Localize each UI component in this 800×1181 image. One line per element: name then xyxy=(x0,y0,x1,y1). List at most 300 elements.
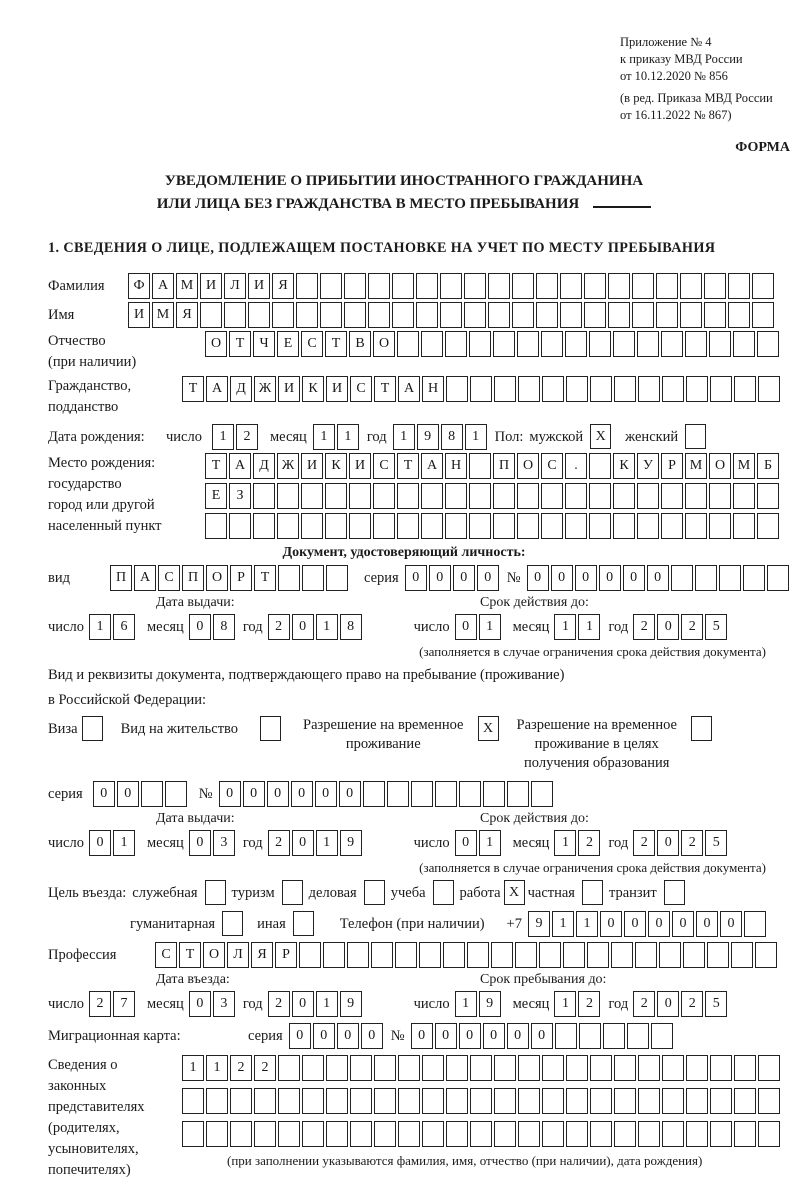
char-cell[interactable] xyxy=(531,781,553,807)
char-cell[interactable] xyxy=(278,1088,300,1114)
char-cell[interactable] xyxy=(398,1121,420,1147)
char-cell[interactable]: Ч xyxy=(253,331,275,357)
char-cell[interactable]: 0 xyxy=(189,614,211,640)
char-cell[interactable] xyxy=(422,1055,444,1081)
char-cell[interactable] xyxy=(613,483,635,509)
purpose-tourism-checkbox[interactable] xyxy=(282,880,303,905)
char-cell[interactable]: 0 xyxy=(551,565,573,591)
char-cell[interactable]: 0 xyxy=(531,1023,553,1049)
char-cell[interactable]: 0 xyxy=(453,565,475,591)
char-cell[interactable]: В xyxy=(349,331,371,357)
char-cell[interactable] xyxy=(589,513,611,539)
char-cell[interactable]: 0 xyxy=(648,911,670,937)
char-cell[interactable] xyxy=(603,1023,625,1049)
char-cell[interactable] xyxy=(632,302,654,328)
char-cell[interactable]: И xyxy=(128,302,150,328)
char-cell[interactable]: Ж xyxy=(277,453,299,479)
char-cell[interactable] xyxy=(710,1055,732,1081)
char-cell[interactable]: 1 xyxy=(554,830,576,856)
visa-checkbox[interactable] xyxy=(82,716,103,741)
char-cell[interactable] xyxy=(206,1088,228,1114)
char-cell[interactable]: 1 xyxy=(313,424,335,450)
char-cell[interactable]: С xyxy=(541,453,563,479)
char-cell[interactable] xyxy=(719,565,741,591)
char-cell[interactable] xyxy=(205,513,227,539)
char-cell[interactable] xyxy=(734,1088,756,1114)
char-cell[interactable] xyxy=(326,565,348,591)
char-cell[interactable] xyxy=(662,1088,684,1114)
char-cell[interactable] xyxy=(493,513,515,539)
char-cell[interactable] xyxy=(517,483,539,509)
char-cell[interactable]: 9 xyxy=(479,991,501,1017)
char-cell[interactable] xyxy=(445,483,467,509)
char-cell[interactable]: 2 xyxy=(236,424,258,450)
char-cell[interactable] xyxy=(277,483,299,509)
purpose-work-checkbox[interactable]: X xyxy=(504,880,525,905)
char-cell[interactable] xyxy=(494,1121,516,1147)
char-cell[interactable]: К xyxy=(613,453,635,479)
char-cell[interactable]: 1 xyxy=(206,1055,228,1081)
char-cell[interactable]: 0 xyxy=(459,1023,481,1049)
char-cell[interactable] xyxy=(584,302,606,328)
purpose-business-checkbox[interactable] xyxy=(364,880,385,905)
char-cell[interactable] xyxy=(515,942,537,968)
gender-male-checkbox[interactable]: X xyxy=(590,424,611,449)
char-cell[interactable]: 7 xyxy=(113,991,135,1017)
char-cell[interactable]: 1 xyxy=(316,830,338,856)
char-cell[interactable]: И xyxy=(278,376,300,402)
char-cell[interactable]: А xyxy=(421,453,443,479)
char-cell[interactable]: 0 xyxy=(600,911,622,937)
char-cell[interactable] xyxy=(686,1121,708,1147)
char-cell[interactable] xyxy=(302,1088,324,1114)
char-cell[interactable] xyxy=(397,483,419,509)
char-cell[interactable] xyxy=(464,273,486,299)
char-cell[interactable] xyxy=(563,942,585,968)
char-cell[interactable] xyxy=(662,1055,684,1081)
char-cell[interactable] xyxy=(733,513,755,539)
char-cell[interactable]: 0 xyxy=(657,614,679,640)
char-cell[interactable]: Л xyxy=(227,942,249,968)
char-cell[interactable]: Я xyxy=(272,273,294,299)
char-cell[interactable] xyxy=(614,1088,636,1114)
char-cell[interactable] xyxy=(299,942,321,968)
char-cell[interactable] xyxy=(272,302,294,328)
char-cell[interactable] xyxy=(614,1055,636,1081)
char-cell[interactable]: 0 xyxy=(657,830,679,856)
char-cell[interactable]: 0 xyxy=(575,565,597,591)
char-cell[interactable] xyxy=(483,781,505,807)
char-cell[interactable]: Т xyxy=(182,376,204,402)
char-cell[interactable] xyxy=(565,483,587,509)
char-cell[interactable]: 0 xyxy=(672,911,694,937)
char-cell[interactable] xyxy=(635,942,657,968)
char-cell[interactable]: И xyxy=(326,376,348,402)
char-cell[interactable]: И xyxy=(301,453,323,479)
char-cell[interactable]: 2 xyxy=(681,830,703,856)
char-cell[interactable]: 5 xyxy=(705,991,727,1017)
char-cell[interactable]: 8 xyxy=(213,614,235,640)
char-cell[interactable] xyxy=(686,1088,708,1114)
char-cell[interactable] xyxy=(710,1088,732,1114)
char-cell[interactable]: С xyxy=(373,453,395,479)
char-cell[interactable]: П xyxy=(493,453,515,479)
char-cell[interactable] xyxy=(743,565,765,591)
char-cell[interactable] xyxy=(627,1023,649,1049)
char-cell[interactable] xyxy=(494,1088,516,1114)
char-cell[interactable]: И xyxy=(200,273,222,299)
char-cell[interactable] xyxy=(758,376,780,402)
char-cell[interactable] xyxy=(704,302,726,328)
char-cell[interactable] xyxy=(589,483,611,509)
purpose-study-checkbox[interactable] xyxy=(433,880,454,905)
char-cell[interactable] xyxy=(637,331,659,357)
char-cell[interactable]: У xyxy=(637,453,659,479)
char-cell[interactable] xyxy=(542,1088,564,1114)
char-cell[interactable] xyxy=(350,1055,372,1081)
char-cell[interactable]: А xyxy=(152,273,174,299)
char-cell[interactable] xyxy=(728,302,750,328)
char-cell[interactable] xyxy=(536,302,558,328)
gender-female-checkbox[interactable] xyxy=(685,424,706,449)
char-cell[interactable] xyxy=(419,942,441,968)
char-cell[interactable] xyxy=(488,302,510,328)
char-cell[interactable] xyxy=(662,376,684,402)
char-cell[interactable] xyxy=(347,942,369,968)
char-cell[interactable] xyxy=(301,513,323,539)
char-cell[interactable] xyxy=(637,483,659,509)
purpose-private-checkbox[interactable] xyxy=(582,880,603,905)
char-cell[interactable]: 0 xyxy=(189,830,211,856)
char-cell[interactable] xyxy=(662,1121,684,1147)
char-cell[interactable] xyxy=(656,273,678,299)
char-cell[interactable]: С xyxy=(301,331,323,357)
char-cell[interactable] xyxy=(165,781,187,807)
char-cell[interactable] xyxy=(734,1121,756,1147)
char-cell[interactable]: М xyxy=(685,453,707,479)
char-cell[interactable]: 0 xyxy=(455,614,477,640)
char-cell[interactable] xyxy=(614,1121,636,1147)
char-cell[interactable] xyxy=(371,942,393,968)
char-cell[interactable]: 9 xyxy=(340,830,362,856)
char-cell[interactable]: 0 xyxy=(527,565,549,591)
char-cell[interactable]: К xyxy=(302,376,324,402)
char-cell[interactable] xyxy=(637,513,659,539)
char-cell[interactable]: О xyxy=(373,331,395,357)
char-cell[interactable]: 0 xyxy=(189,991,211,1017)
char-cell[interactable] xyxy=(541,513,563,539)
char-cell[interactable]: Т xyxy=(179,942,201,968)
char-cell[interactable]: 3 xyxy=(213,991,235,1017)
char-cell[interactable] xyxy=(767,565,789,591)
char-cell[interactable] xyxy=(589,453,611,479)
char-cell[interactable]: 0 xyxy=(657,991,679,1017)
char-cell[interactable]: Р xyxy=(661,453,683,479)
char-cell[interactable] xyxy=(507,781,529,807)
char-cell[interactable] xyxy=(446,1088,468,1114)
purpose-humanitarian-checkbox[interactable] xyxy=(222,911,243,936)
char-cell[interactable] xyxy=(542,1121,564,1147)
char-cell[interactable] xyxy=(710,376,732,402)
char-cell[interactable]: 9 xyxy=(340,991,362,1017)
char-cell[interactable]: К xyxy=(325,453,347,479)
char-cell[interactable] xyxy=(695,565,717,591)
char-cell[interactable]: 1 xyxy=(479,830,501,856)
char-cell[interactable] xyxy=(363,781,385,807)
char-cell[interactable]: 1 xyxy=(89,614,111,640)
char-cell[interactable]: 2 xyxy=(681,991,703,1017)
char-cell[interactable]: 1 xyxy=(113,830,135,856)
char-cell[interactable]: Т xyxy=(325,331,347,357)
char-cell[interactable] xyxy=(590,1055,612,1081)
char-cell[interactable] xyxy=(638,1121,660,1147)
char-cell[interactable]: 1 xyxy=(212,424,234,450)
char-cell[interactable] xyxy=(470,1055,492,1081)
char-cell[interactable] xyxy=(464,302,486,328)
char-cell[interactable] xyxy=(387,781,409,807)
char-cell[interactable]: 2 xyxy=(633,991,655,1017)
char-cell[interactable] xyxy=(566,1055,588,1081)
char-cell[interactable] xyxy=(579,1023,601,1049)
char-cell[interactable] xyxy=(493,483,515,509)
char-cell[interactable] xyxy=(229,513,251,539)
char-cell[interactable] xyxy=(459,781,481,807)
char-cell[interactable] xyxy=(373,513,395,539)
char-cell[interactable] xyxy=(590,1088,612,1114)
char-cell[interactable] xyxy=(638,376,660,402)
char-cell[interactable] xyxy=(395,942,417,968)
char-cell[interactable] xyxy=(374,1055,396,1081)
purpose-official-checkbox[interactable] xyxy=(205,880,226,905)
char-cell[interactable] xyxy=(488,273,510,299)
char-cell[interactable] xyxy=(349,513,371,539)
char-cell[interactable] xyxy=(435,781,457,807)
char-cell[interactable] xyxy=(555,1023,577,1049)
char-cell[interactable]: 1 xyxy=(316,614,338,640)
char-cell[interactable] xyxy=(683,942,705,968)
char-cell[interactable]: 9 xyxy=(528,911,550,937)
char-cell[interactable] xyxy=(614,376,636,402)
char-cell[interactable] xyxy=(320,302,342,328)
char-cell[interactable] xyxy=(704,273,726,299)
char-cell[interactable]: Ф xyxy=(128,273,150,299)
edu-permit-checkbox[interactable] xyxy=(691,716,712,741)
char-cell[interactable]: 0 xyxy=(720,911,742,937)
char-cell[interactable]: 0 xyxy=(292,991,314,1017)
char-cell[interactable] xyxy=(200,302,222,328)
char-cell[interactable] xyxy=(512,302,534,328)
char-cell[interactable]: Т xyxy=(205,453,227,479)
char-cell[interactable]: 0 xyxy=(624,911,646,937)
char-cell[interactable]: 0 xyxy=(599,565,621,591)
char-cell[interactable]: 0 xyxy=(361,1023,383,1049)
char-cell[interactable]: 1 xyxy=(393,424,415,450)
char-cell[interactable] xyxy=(680,273,702,299)
char-cell[interactable] xyxy=(368,273,390,299)
char-cell[interactable]: П xyxy=(182,565,204,591)
char-cell[interactable] xyxy=(469,513,491,539)
char-cell[interactable] xyxy=(539,942,561,968)
char-cell[interactable] xyxy=(374,1121,396,1147)
char-cell[interactable]: А xyxy=(206,376,228,402)
char-cell[interactable] xyxy=(141,781,163,807)
char-cell[interactable] xyxy=(182,1121,204,1147)
char-cell[interactable] xyxy=(397,331,419,357)
char-cell[interactable] xyxy=(344,302,366,328)
char-cell[interactable]: Я xyxy=(176,302,198,328)
char-cell[interactable]: 0 xyxy=(289,1023,311,1049)
char-cell[interactable] xyxy=(744,911,766,937)
char-cell[interactable]: 0 xyxy=(623,565,645,591)
char-cell[interactable]: Р xyxy=(275,942,297,968)
char-cell[interactable]: З xyxy=(229,483,251,509)
char-cell[interactable] xyxy=(638,1088,660,1114)
char-cell[interactable] xyxy=(491,942,513,968)
char-cell[interactable]: А xyxy=(229,453,251,479)
char-cell[interactable]: 0 xyxy=(93,781,115,807)
char-cell[interactable] xyxy=(446,1121,468,1147)
char-cell[interactable]: Д xyxy=(253,453,275,479)
temp-permit-checkbox[interactable]: X xyxy=(478,716,499,741)
char-cell[interactable] xyxy=(757,513,779,539)
char-cell[interactable]: 0 xyxy=(89,830,111,856)
char-cell[interactable] xyxy=(368,302,390,328)
char-cell[interactable]: 0 xyxy=(435,1023,457,1049)
char-cell[interactable]: 1 xyxy=(554,614,576,640)
char-cell[interactable] xyxy=(685,513,707,539)
char-cell[interactable] xyxy=(440,273,462,299)
char-cell[interactable] xyxy=(541,331,563,357)
char-cell[interactable] xyxy=(758,1088,780,1114)
char-cell[interactable] xyxy=(446,1055,468,1081)
char-cell[interactable]: 8 xyxy=(441,424,463,450)
char-cell[interactable] xyxy=(517,331,539,357)
char-cell[interactable] xyxy=(686,376,708,402)
char-cell[interactable] xyxy=(566,376,588,402)
char-cell[interactable] xyxy=(733,331,755,357)
char-cell[interactable]: Л xyxy=(224,273,246,299)
char-cell[interactable]: П xyxy=(110,565,132,591)
char-cell[interactable] xyxy=(469,453,491,479)
char-cell[interactable] xyxy=(709,483,731,509)
char-cell[interactable] xyxy=(758,1055,780,1081)
char-cell[interactable] xyxy=(467,942,489,968)
char-cell[interactable] xyxy=(710,1121,732,1147)
char-cell[interactable] xyxy=(608,302,630,328)
char-cell[interactable] xyxy=(611,942,633,968)
char-cell[interactable]: 1 xyxy=(554,991,576,1017)
char-cell[interactable]: 2 xyxy=(254,1055,276,1081)
char-cell[interactable] xyxy=(344,273,366,299)
char-cell[interactable] xyxy=(182,1088,204,1114)
char-cell[interactable] xyxy=(680,302,702,328)
char-cell[interactable] xyxy=(277,513,299,539)
char-cell[interactable]: 5 xyxy=(705,830,727,856)
char-cell[interactable] xyxy=(590,1121,612,1147)
char-cell[interactable] xyxy=(278,565,300,591)
char-cell[interactable] xyxy=(440,302,462,328)
char-cell[interactable]: 2 xyxy=(89,991,111,1017)
char-cell[interactable]: 0 xyxy=(455,830,477,856)
char-cell[interactable]: О xyxy=(203,942,225,968)
char-cell[interactable]: 1 xyxy=(316,991,338,1017)
char-cell[interactable] xyxy=(733,483,755,509)
char-cell[interactable] xyxy=(560,302,582,328)
char-cell[interactable] xyxy=(374,1088,396,1114)
char-cell[interactable]: 1 xyxy=(182,1055,204,1081)
char-cell[interactable] xyxy=(536,273,558,299)
char-cell[interactable]: 0 xyxy=(313,1023,335,1049)
char-cell[interactable] xyxy=(446,376,468,402)
char-cell[interactable]: 0 xyxy=(267,781,289,807)
char-cell[interactable]: 0 xyxy=(315,781,337,807)
char-cell[interactable] xyxy=(397,513,419,539)
char-cell[interactable]: Т xyxy=(374,376,396,402)
char-cell[interactable] xyxy=(661,331,683,357)
char-cell[interactable]: А xyxy=(398,376,420,402)
char-cell[interactable] xyxy=(565,513,587,539)
char-cell[interactable]: Е xyxy=(277,331,299,357)
char-cell[interactable] xyxy=(470,376,492,402)
char-cell[interactable] xyxy=(518,1088,540,1114)
char-cell[interactable] xyxy=(757,483,779,509)
char-cell[interactable] xyxy=(661,513,683,539)
char-cell[interactable] xyxy=(411,781,433,807)
char-cell[interactable]: 2 xyxy=(268,991,290,1017)
char-cell[interactable] xyxy=(707,942,729,968)
char-cell[interactable]: Н xyxy=(422,376,444,402)
char-cell[interactable]: 2 xyxy=(268,614,290,640)
char-cell[interactable] xyxy=(350,1088,372,1114)
char-cell[interactable]: С xyxy=(158,565,180,591)
char-cell[interactable]: О xyxy=(205,331,227,357)
char-cell[interactable] xyxy=(494,1055,516,1081)
char-cell[interactable]: Б xyxy=(757,453,779,479)
char-cell[interactable] xyxy=(541,483,563,509)
char-cell[interactable] xyxy=(470,1088,492,1114)
char-cell[interactable]: 0 xyxy=(291,781,313,807)
char-cell[interactable] xyxy=(566,1121,588,1147)
residence-permit-checkbox[interactable] xyxy=(260,716,281,741)
char-cell[interactable]: Т xyxy=(254,565,276,591)
char-cell[interactable] xyxy=(656,302,678,328)
char-cell[interactable]: М xyxy=(152,302,174,328)
char-cell[interactable] xyxy=(302,565,324,591)
char-cell[interactable] xyxy=(302,1055,324,1081)
char-cell[interactable] xyxy=(296,273,318,299)
char-cell[interactable]: Е xyxy=(205,483,227,509)
char-cell[interactable] xyxy=(421,513,443,539)
char-cell[interactable]: 6 xyxy=(113,614,135,640)
char-cell[interactable]: Н xyxy=(445,453,467,479)
char-cell[interactable]: 0 xyxy=(117,781,139,807)
char-cell[interactable]: 2 xyxy=(578,991,600,1017)
char-cell[interactable] xyxy=(560,273,582,299)
char-cell[interactable] xyxy=(278,1055,300,1081)
char-cell[interactable] xyxy=(709,513,731,539)
char-cell[interactable] xyxy=(320,273,342,299)
char-cell[interactable]: 1 xyxy=(578,614,600,640)
char-cell[interactable] xyxy=(589,331,611,357)
char-cell[interactable] xyxy=(757,331,779,357)
char-cell[interactable]: 3 xyxy=(213,830,235,856)
char-cell[interactable] xyxy=(755,942,777,968)
char-cell[interactable] xyxy=(398,1055,420,1081)
char-cell[interactable]: 1 xyxy=(465,424,487,450)
char-cell[interactable] xyxy=(542,376,564,402)
char-cell[interactable] xyxy=(584,273,606,299)
char-cell[interactable] xyxy=(686,1055,708,1081)
